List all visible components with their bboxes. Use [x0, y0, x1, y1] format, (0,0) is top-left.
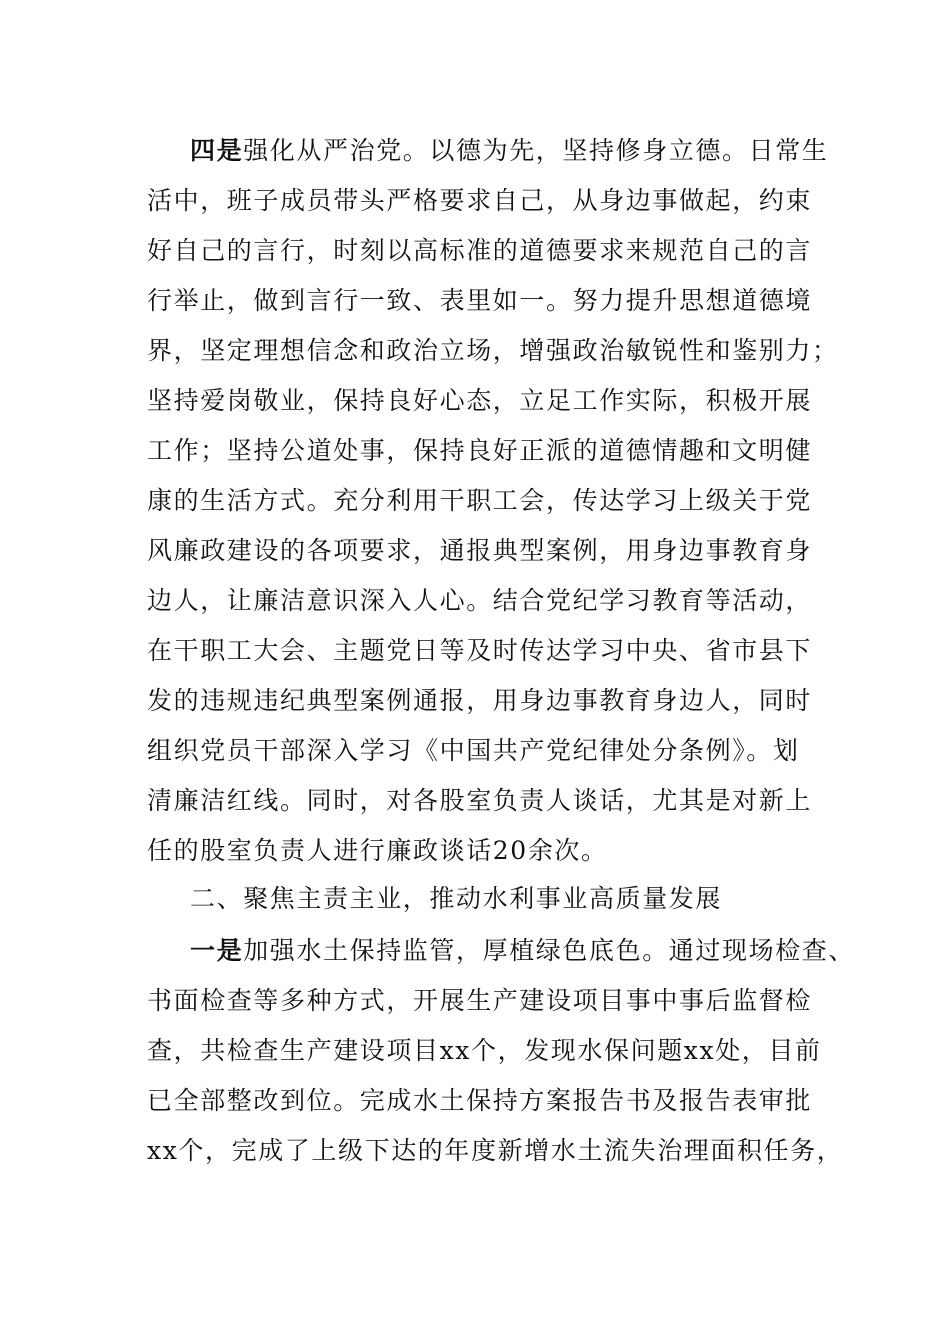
para1-line-6: 坚持爱岗敬业，保持良好心态，立足工作实际，积极开展 [147, 386, 813, 415]
para2-line-2: 书面检查等多种方式，开展生产建设项目事中事后监督检 [147, 986, 813, 1015]
para1-line-15: 任的股室负责人进行廉政谈话20余次。 [147, 836, 608, 865]
para2-line-3: 查，共检查生产建设项目xx个，发现水保问题xx处，目前 [147, 1036, 822, 1065]
para1-line-1 [190, 136, 828, 166]
para1-line-14: 清廉洁红线。同时，对各股室负责人谈话，尤其是对新上 [147, 786, 813, 815]
para2-line-1 [190, 936, 855, 966]
para1-line-5: 界，坚定理想信念和政治立场，增强政治敏锐性和鉴别力； [147, 336, 839, 365]
para1-line-7: 工作；坚持公道处事，保持良好正派的道德情趣和文明健 [147, 436, 813, 465]
para1-lead: 四是 [190, 136, 244, 165]
section-heading-2: 二、聚焦主责主业，推动水利事业高质量发展 [190, 884, 723, 913]
para1-line-12: 发的违规违纪典型案例通报，用身边事教育身边人，同时 [147, 686, 813, 715]
para1-line-2: 活中，班子成员带头严格要求自己，从身边事做起，约束 [147, 186, 813, 215]
para1-line-1-text: 强化从严治党。以德为先，坚持修身立德。日常生 [243, 136, 829, 165]
para1-line-8: 康的生活方式。充分利用干职工会，传达学习上级关于党 [147, 486, 813, 515]
para1-line-4: 行举止，做到言行一致、表里如一。努力提升思想道德境 [147, 286, 813, 315]
para2-lead: 一是 [190, 936, 244, 965]
para2-line-5: xx个，完成了上级下达的年度新增水土流失治理面积任务， [147, 1136, 844, 1165]
para2-line-4: 已全部整改到位。完成水土保持方案报告书及报告表审批 [147, 1086, 813, 1115]
para1-line-11: 在干职工大会、主题党日等及时传达学习中央、省市县下 [147, 636, 813, 665]
para1-line-10: 边人，让廉洁意识深入人心。结合党纪学习教育等活动， [147, 586, 813, 615]
para2-line-1-text: 加强水土保持监管，厚植绿色底色。通过现场检查、 [243, 936, 856, 965]
para1-line-13: 组织党员干部深入学习《中国共产党纪律处分条例》。划 [147, 736, 800, 765]
para1-line-3: 好自己的言行，时刻以高标准的道德要求来规范自己的言 [147, 236, 813, 265]
para1-line-9: 风廉政建设的各项要求，通报典型案例，用身边事教育身 [147, 536, 813, 565]
